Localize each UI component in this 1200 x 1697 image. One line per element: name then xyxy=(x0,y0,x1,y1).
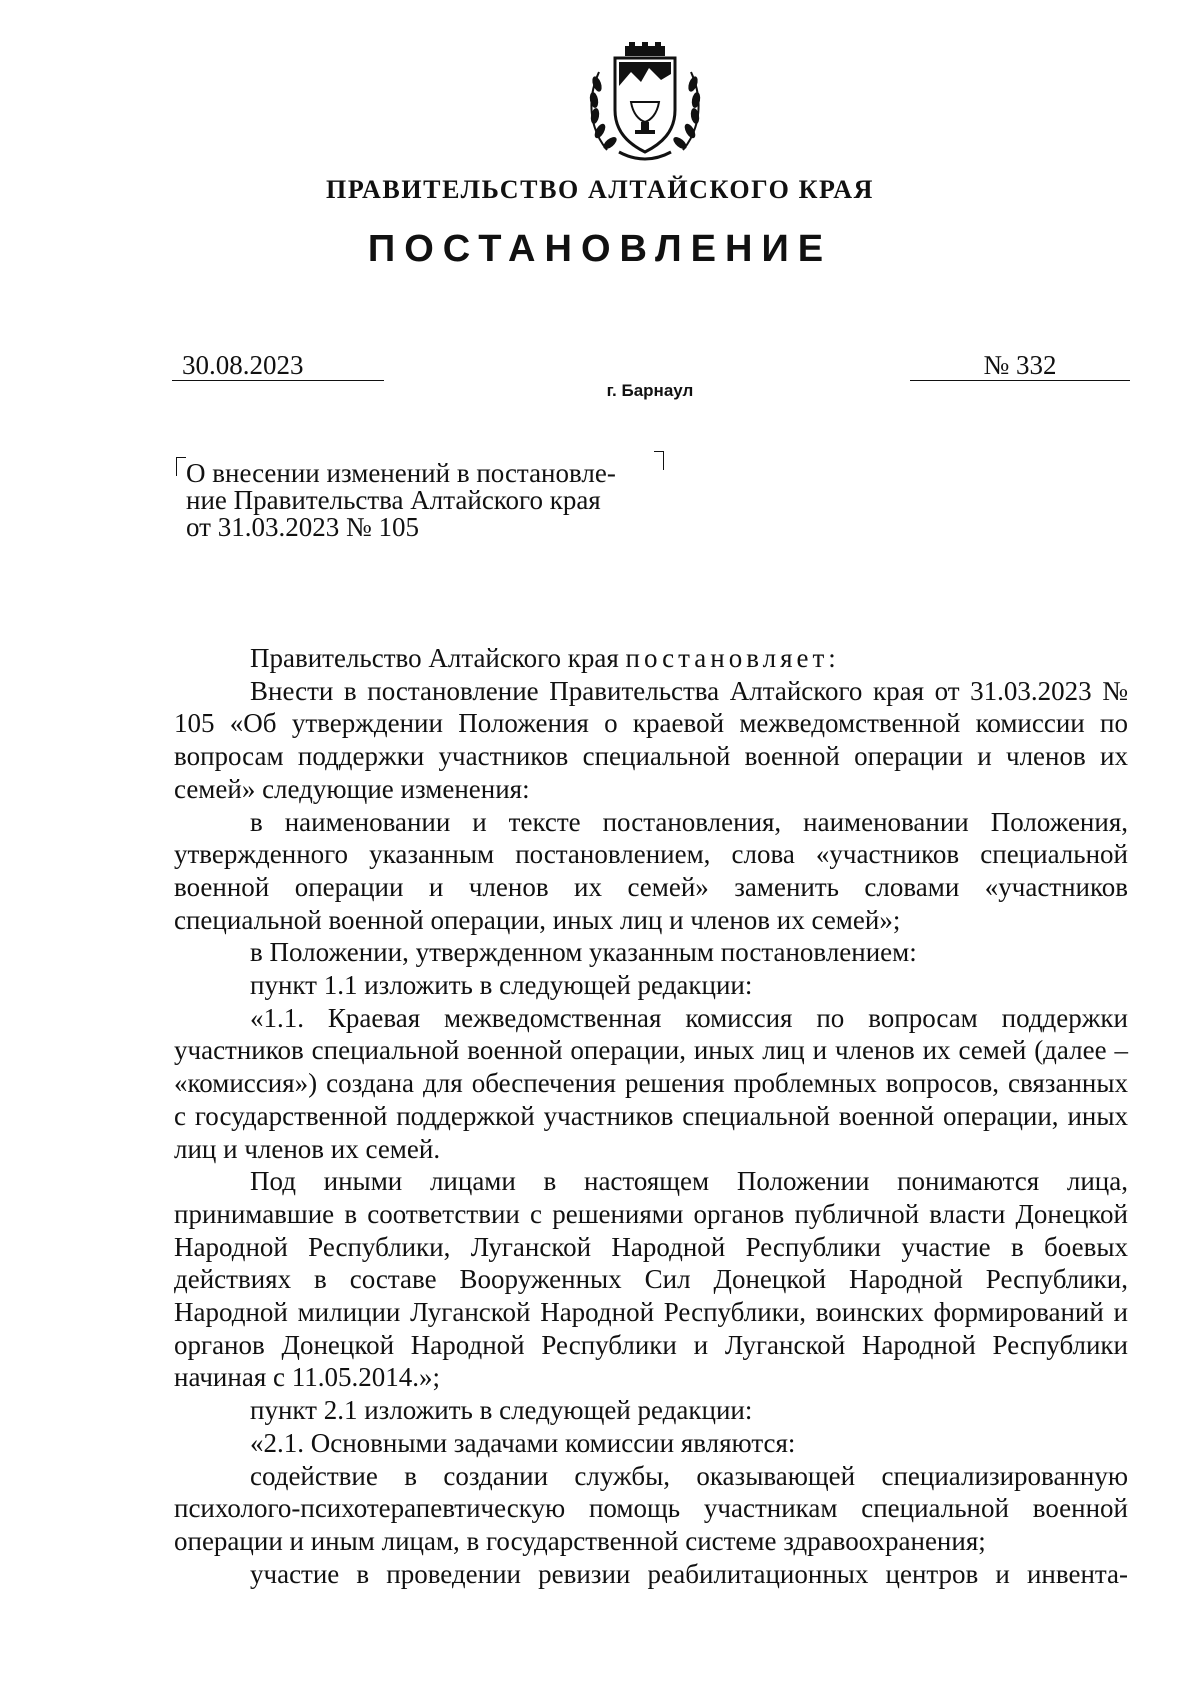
body-paragraph: участие в проведении ревизии реабилитационных центров и инвента- xyxy=(250,1558,1128,1589)
document-subject xyxy=(186,460,666,541)
intro-prefix: Правительство Алтайского края xyxy=(250,643,626,673)
document-type: ПОСТАНОВЛЕНИЕ xyxy=(367,228,833,270)
document-body xyxy=(174,642,1128,1590)
document-number: № 332 xyxy=(910,350,1130,381)
body-paragraph: пункт 1.1 изложить в следующей редакции: xyxy=(250,970,753,1001)
coat-of-arms-icon xyxy=(585,40,705,168)
document-date: 30.08.2023 xyxy=(172,350,384,381)
body-paragraph: «2.1. Основными задачами комиссии являются: xyxy=(250,1427,796,1458)
body-paragraph: в Положении, утвержденном указанным постановлением: xyxy=(250,937,917,968)
resolution-intro xyxy=(174,642,1128,675)
subject-line: от 31.03.2023 № 105 xyxy=(186,512,419,542)
body-paragraph: пункт 2.1 изложить в следующей редакции: xyxy=(250,1395,753,1426)
body-paragraph: в наименовании и тексте постановления, наименовании Положения, утвержденного указанным постановлением, слова «участников специальной военной операции и членов их семей» заменить словами «участников специальной военной операции, иных лиц и членов их семей»; xyxy=(174,806,1128,935)
document-city: г. Барнаул xyxy=(606,381,694,400)
subject-line: ние Правительства Алтайского края xyxy=(186,485,601,515)
government-title: ПРАВИТЕЛЬСТВО АЛТАЙСКОГО КРАЯ xyxy=(326,175,874,204)
body-paragraph: Под иными лицами в настоящем Положении понимаются лица, принимавшие в соответствии с решениями органов публичной власти Донецкой Народной Республики, Луганской Народной Республики участие в боевых действиях в составе Вооруженных Сил Донецкой Народной Республики, Народной милиции Луганской Народной Республики, воинских формирований и органов Донецкой Народной Республики и Луганской Народной Республики начиная с 11.05.2014.»; xyxy=(174,1166,1128,1393)
body-paragraph: содействие в создании службы, оказывающей специализированную психолого-психотерапевтическую помощь участникам специальной военной операции и иным лицам, в государственной системе здравоохранения; xyxy=(174,1460,1128,1556)
intro-verb: постановляет: xyxy=(625,643,840,673)
subject-corner-left-mark xyxy=(176,457,186,476)
subject-line: О внесении изменений в постановле- xyxy=(186,458,616,488)
body-paragraph: Внести в постановление Правительства Алтайского края от 31.03.2023 № 105 «Об утверждении Положения о краевой межведомственной комиссии по вопросам поддержки участников специальной военной операции и членов их семей» следующие изменения: xyxy=(174,675,1128,804)
body-paragraph: «1.1. Краевая межведомственная комиссия по вопросам поддержки участников специальной военной операции, иных лиц и членов их семей (далее – «комиссия») создана для обеспечения решения проблемных вопросов, связанных с государственной поддержкой участников специальной военной операции, иных лиц и членов их семей. xyxy=(174,1002,1128,1164)
